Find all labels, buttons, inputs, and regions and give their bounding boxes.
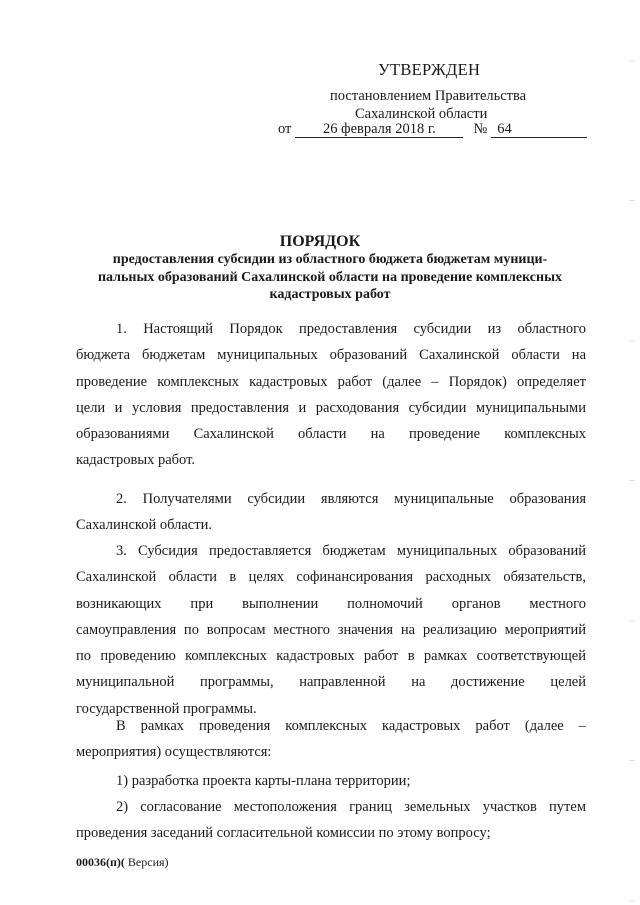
approval-line-2: Сахалинской области <box>355 106 488 122</box>
text-line: бюджета бюджетам муниципальных образований Сахалинской области на <box>76 347 586 364</box>
paragraph-5 <box>76 768 586 794</box>
from-label: от <box>278 121 292 137</box>
text-line: 2. Получателями субсидии являются муниципальные образования <box>116 491 586 507</box>
text-line: цели и условия предоставления и расходования субсидии муниципальными <box>76 399 586 416</box>
subtitle-line: предоставления субсидии из областного бюджета бюджетам муници- <box>112 252 548 267</box>
text-line: мероприятия) осуществляются: <box>76 744 272 761</box>
text-line: В рамках проведения комплексных кадастровых работ (далее – <box>116 718 586 734</box>
text-line: образованиями Сахалинской области на проведение комплексных <box>76 426 586 443</box>
approval-date-row <box>278 121 587 138</box>
document-number: 64 <box>491 121 587 138</box>
approval-date: 26 февраля 2018 г. <box>295 121 463 138</box>
footer-code: 00036(п)( <box>76 855 125 869</box>
text-line: 3. Субсидия предоставляется бюджетам муниципальных образований <box>116 543 586 559</box>
text-line: проведения заседаний согласительной комиссии по этому вопросу; <box>76 825 491 842</box>
footer-version: Версия) <box>124 855 169 869</box>
paragraph-2 <box>76 486 586 539</box>
text-line: по проведению комплексных кадастровых работ в рамках соответствующей <box>76 648 586 665</box>
text-line: Сахалинской области в целях софинансирования расходных обязательств, <box>76 569 586 586</box>
paragraph-6 <box>76 794 586 847</box>
paragraph-1 <box>76 316 586 474</box>
text-line: государственной программы. <box>76 700 257 717</box>
subtitle-line: кадастровых работ <box>269 287 391 302</box>
paragraph-4 <box>76 713 586 766</box>
text-line: кадастровых работ. <box>76 452 195 469</box>
document-subtitle <box>70 251 590 304</box>
text-line: проведение комплексных кадастровых работ (далее – Порядок) определяет <box>76 373 586 390</box>
paragraph-3 <box>76 538 586 722</box>
text-line: 1) разработка проекта карты-плана территории; <box>116 773 411 789</box>
subtitle-line: пальных образований Сахалинской области на проведение комплексных <box>97 269 563 285</box>
document-footer-code <box>76 855 169 870</box>
approval-line-1: постановлением Правительства <box>330 88 527 104</box>
text-line: самоуправления по вопросам местного значения на реализацию мероприятий <box>76 621 586 638</box>
approval-stamp-title: УТВЕРЖДЕН <box>378 60 481 79</box>
text-line: возникающих при выполнении полномочий органов местного <box>76 595 586 612</box>
text-line: 1. Настоящий Порядок предоставления субсидии из областного <box>116 321 586 337</box>
text-line: 2) согласование местоположения границ земельных участков путем <box>116 799 586 815</box>
scan-edge-marks <box>629 0 635 905</box>
text-line: Сахалинской области. <box>76 517 212 534</box>
number-sign: № <box>473 121 488 137</box>
document-title: ПОРЯДОК <box>279 233 361 250</box>
text-line: муниципальной программы, направленной на достижение целей <box>76 674 586 691</box>
